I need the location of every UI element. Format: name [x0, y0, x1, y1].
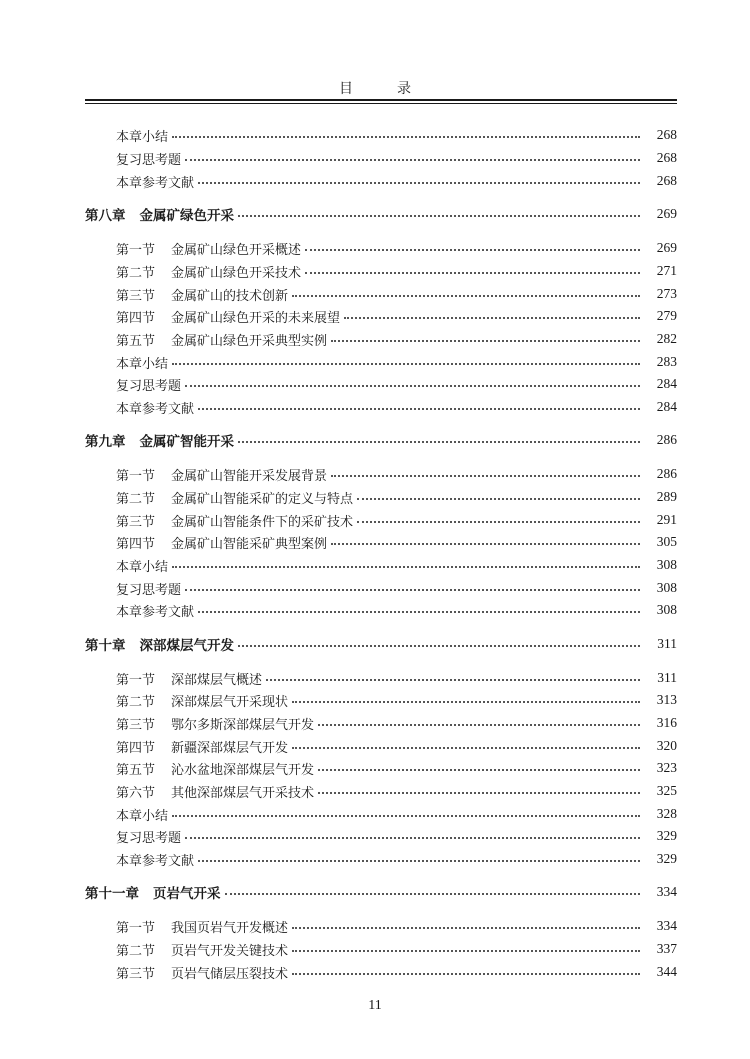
- dot-leader: [238, 215, 640, 217]
- dot-leader: [331, 340, 640, 342]
- dot-leader: [238, 441, 640, 443]
- entry-title: 金属矿山智能条件下的采矿技术: [171, 514, 354, 530]
- entry-title: 页岩气开采: [153, 886, 221, 902]
- toc-section-entry[interactable]: [0, 260, 750, 282]
- toc-section-entry[interactable]: [0, 599, 750, 621]
- entry-page-number: 328: [656, 806, 677, 821]
- toc-chapter-entry[interactable]: [0, 429, 750, 451]
- toc-section-entry[interactable]: [0, 124, 750, 146]
- entry-title: 本章小结: [116, 129, 169, 145]
- dot-leader: [292, 973, 640, 975]
- entry-number: 第二节: [116, 694, 156, 710]
- entry-page-number: 284: [656, 399, 677, 414]
- entry-title: 新疆深部煤层气开发: [171, 740, 289, 756]
- entry-title: 金属矿山智能开采发展背景: [171, 468, 328, 484]
- entry-number: 第三节: [116, 966, 156, 982]
- toc-section-entry[interactable]: [0, 531, 750, 553]
- entry-title: 沁水盆地深部煤层气开发: [171, 762, 315, 778]
- entry-page-number: 329: [656, 828, 677, 843]
- entry-title: 我国页岩气开发概述: [171, 920, 289, 936]
- entry-page-number: 334: [656, 918, 677, 933]
- toc-section-entry[interactable]: [0, 577, 750, 599]
- entry-title: 深部煤层气概述: [171, 672, 263, 688]
- entry-page-number: 334: [656, 884, 677, 899]
- dot-leader: [198, 408, 640, 410]
- toc-section-entry[interactable]: [0, 735, 750, 757]
- page-number: 11: [368, 998, 382, 1013]
- dot-leader: [344, 317, 640, 319]
- dot-leader: [292, 927, 640, 929]
- toc-section-entry[interactable]: [0, 170, 750, 192]
- toc-section-entry[interactable]: [0, 848, 750, 870]
- toc-section-entry[interactable]: [0, 351, 750, 373]
- toc-section-entry[interactable]: [0, 463, 750, 485]
- entry-title: 页岩气储层压裂技术: [171, 966, 289, 982]
- entry-title: 金属矿山的技术创新: [171, 288, 289, 304]
- entry-title: 金属矿山绿色开采概述: [171, 242, 302, 258]
- entry-title: 本章参考文献: [116, 604, 195, 620]
- entry-page-number: 308: [656, 602, 677, 617]
- toc-section-entry[interactable]: [0, 938, 750, 960]
- toc-section-entry[interactable]: [0, 803, 750, 825]
- entry-page-number: 269: [656, 206, 677, 221]
- entry-number: 第四节: [116, 536, 156, 552]
- entry-page-number: 308: [656, 557, 677, 572]
- entry-title: 本章小结: [116, 808, 169, 824]
- dot-leader: [331, 475, 640, 477]
- entry-title: 本章参考文献: [116, 853, 195, 869]
- toc-section-entry[interactable]: [0, 961, 750, 983]
- toc-section-entry[interactable]: [0, 396, 750, 418]
- entry-number: 第五节: [116, 333, 156, 349]
- entry-number: 第一节: [116, 672, 156, 688]
- entry-number: 第二节: [116, 943, 156, 959]
- entry-page-number: 284: [656, 376, 677, 391]
- entry-number: 第二节: [116, 265, 156, 281]
- entry-number: 第十章: [85, 638, 126, 654]
- entry-title: 其他深部煤层气开采技术: [171, 785, 315, 801]
- toc-section-entry[interactable]: [0, 373, 750, 395]
- entry-title: 页岩气开发关键技术: [171, 943, 289, 959]
- dot-leader: [185, 589, 640, 591]
- entry-title: 复习思考题: [116, 152, 182, 168]
- entry-page-number: 271: [656, 263, 677, 278]
- dot-leader: [172, 566, 640, 568]
- entry-title: 金属矿山绿色开采典型实例: [171, 333, 328, 349]
- toc-section-entry[interactable]: [0, 509, 750, 531]
- entry-page-number: 329: [656, 851, 677, 866]
- entry-number: 第九章: [85, 434, 126, 450]
- dot-leader: [172, 363, 640, 365]
- entry-number: 第二节: [116, 491, 156, 507]
- dot-leader: [185, 385, 640, 387]
- entry-number: 第三节: [116, 514, 156, 530]
- toc-section-entry[interactable]: [0, 915, 750, 937]
- toc-section-entry[interactable]: [0, 689, 750, 711]
- entry-page-number: 286: [656, 432, 677, 447]
- toc-section-entry[interactable]: [0, 305, 750, 327]
- dot-leader: [318, 724, 640, 726]
- entry-number: 第八章: [85, 208, 126, 224]
- entry-page-number: 279: [656, 308, 677, 323]
- dot-leader: [292, 747, 640, 749]
- entry-title: 复习思考题: [116, 378, 182, 394]
- entry-title: 本章参考文献: [116, 175, 195, 191]
- toc-section-entry[interactable]: [0, 486, 750, 508]
- dot-leader: [292, 701, 640, 703]
- toc-chapter-entry[interactable]: [0, 633, 750, 655]
- entry-title: 深部煤层气开采现状: [171, 694, 289, 710]
- entry-page-number: 269: [656, 240, 677, 255]
- entry-number: 第四节: [116, 740, 156, 756]
- dot-leader: [238, 645, 640, 647]
- header-title-right: 录: [397, 81, 411, 97]
- dot-leader: [292, 295, 640, 297]
- entry-title: 金属矿山绿色开采技术: [171, 265, 302, 281]
- toc-chapter-entry[interactable]: [0, 203, 750, 225]
- dot-leader: [198, 611, 640, 613]
- toc-section-entry[interactable]: [0, 328, 750, 350]
- dot-leader: [318, 792, 640, 794]
- toc-section-entry[interactable]: [0, 667, 750, 689]
- entry-title: 金属矿山绿色开采的未来展望: [171, 310, 341, 326]
- entry-page-number: 311: [657, 670, 677, 685]
- entry-number: 第三节: [116, 717, 156, 733]
- entry-title: 金属矿山智能采矿的定义与特点: [171, 491, 354, 507]
- entry-title: 鄂尔多斯深部煤层气开发: [171, 717, 315, 733]
- entry-number: 第一节: [116, 920, 156, 936]
- entry-page-number: 325: [656, 783, 677, 798]
- entry-page-number: 273: [656, 286, 677, 301]
- entry-page-number: 323: [656, 760, 677, 775]
- toc-section-entry[interactable]: [0, 757, 750, 779]
- entry-page-number: 283: [656, 354, 677, 369]
- toc-section-entry[interactable]: [0, 712, 750, 734]
- dot-leader: [357, 521, 640, 523]
- dot-leader: [198, 182, 640, 184]
- toc-section-entry[interactable]: [0, 237, 750, 259]
- entry-title: 深部煤层气开发: [139, 638, 234, 654]
- entry-number: 第三节: [116, 288, 156, 304]
- toc-chapter-entry[interactable]: [0, 881, 750, 903]
- toc-section-entry[interactable]: [0, 825, 750, 847]
- dot-leader: [266, 679, 640, 681]
- toc-section-entry[interactable]: [0, 147, 750, 169]
- entry-number: 第一节: [116, 468, 156, 484]
- entry-page-number: 308: [656, 580, 677, 595]
- entry-page-number: 268: [656, 173, 677, 188]
- entry-page-number: 316: [656, 715, 677, 730]
- entry-page-number: 320: [656, 738, 677, 753]
- entry-title: 金属矿智能开采: [139, 434, 234, 450]
- dot-leader: [185, 837, 640, 839]
- entry-page-number: 313: [656, 692, 677, 707]
- entry-page-number: 282: [656, 331, 677, 346]
- dot-leader: [172, 815, 640, 817]
- dot-leader: [198, 860, 640, 862]
- entry-page-number: 311: [657, 636, 677, 651]
- entry-page-number: 291: [656, 512, 677, 527]
- dot-leader: [172, 136, 640, 138]
- dot-leader: [305, 249, 640, 251]
- entry-title: 本章小结: [116, 356, 169, 372]
- entry-title: 本章小结: [116, 559, 169, 575]
- entry-page-number: 289: [656, 489, 677, 504]
- entry-page-number: 305: [656, 534, 677, 549]
- dot-leader: [331, 543, 640, 545]
- dot-leader: [185, 159, 640, 161]
- dot-leader: [357, 498, 640, 500]
- entry-page-number: 337: [656, 941, 677, 956]
- entry-page-number: 268: [656, 150, 677, 165]
- toc-section-entry[interactable]: [0, 554, 750, 576]
- dot-leader: [225, 893, 641, 895]
- entry-title: 金属矿山智能采矿典型案例: [171, 536, 328, 552]
- entry-number: 第四节: [116, 310, 156, 326]
- toc-section-entry[interactable]: [0, 780, 750, 802]
- entry-number: 第一节: [116, 242, 156, 258]
- entry-number: 第十一章: [85, 886, 139, 902]
- entry-page-number: 286: [656, 466, 677, 481]
- header-title-left: 目: [339, 81, 353, 97]
- entry-title: 金属矿绿色开采: [139, 208, 234, 224]
- entry-page-number: 344: [656, 964, 677, 979]
- entry-title: 复习思考题: [116, 830, 182, 846]
- dot-leader: [305, 272, 640, 274]
- toc-section-entry[interactable]: [0, 283, 750, 305]
- dot-leader: [292, 950, 640, 952]
- entry-number: 第五节: [116, 762, 156, 778]
- entry-title: 本章参考文献: [116, 401, 195, 417]
- dot-leader: [318, 769, 640, 771]
- entry-page-number: 268: [656, 127, 677, 142]
- entry-number: 第六节: [116, 785, 156, 801]
- entry-title: 复习思考题: [116, 582, 182, 598]
